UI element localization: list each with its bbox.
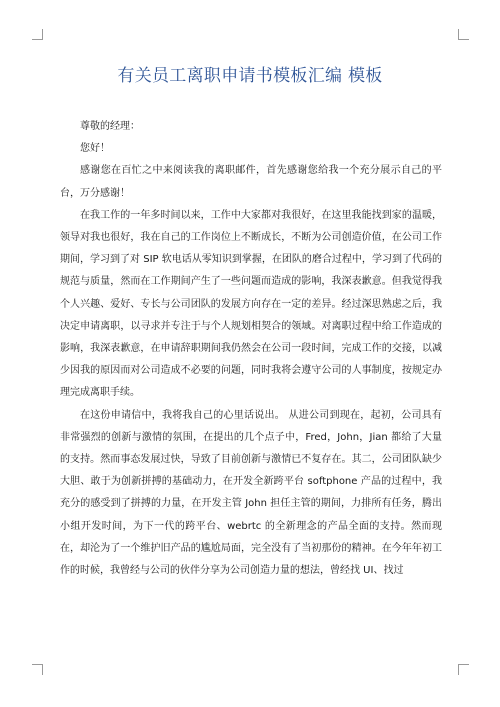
crop-mark-top-left [32, 29, 43, 40]
greeting: 您好！ [80, 143, 110, 155]
paragraph-reasons: 在这份申请信中，我将我自己的心里话说出。 从进公司到现在，起初，公司具有非常强烈的创新与激情的氛围，在提出的几个点子中，Fred，John，Jian 都给了大量的支持。然而事态发展过快，导致了目前创新与激情已不复存在。其二，公司团队缺少大胆、敢于为创新拼搏的基础动力，在开发全新跨平台 softphone 产品的过程中，我充分的感受到了拼搏的力量，在开发主管 John 担任主管的期间，力排所有任务，腾出小组开发时间，为下一代的跨平台、webrtc 的全新理念的产品全面的支持。然而现在，却沦为了一个维护旧产品的尴尬局面，完全没有了当初那份的精神。在今年年初工作的时候，我曾经与公司的伙伴分享为公司创造力量的想法，曾经找 UI、找过 [60, 409, 442, 577]
crop-mark-top-right [458, 29, 469, 40]
paragraph-thanks: 感谢您在百忙之中来阅读我的离职邮件，首先感谢您给我一个充分展示自己的平台，万分感谢！ [60, 165, 442, 199]
salutation: 尊敬的经理： [80, 121, 140, 132]
document-title: 有关员工离职申请书模板汇编 模板 [117, 66, 383, 86]
document-body [60, 116, 442, 582]
paragraph-work-experience: 在我工作的一年多时间以来，工作中大家都对我很好，在这里我能找到家的温暖，领导对我也很好，我在自己的工作岗位上不断成长，不断为公司创造价值，在公司工作期间，学习到了对 SIP 软电话从零知识到掌握，在团队的磨合过程中，学习到了代码的规范与质量，然而在工作期间产生了一些问题而造成的影响，我深表歉意。但我觉得我个人兴趣、爱好、专长与公司团队的发展方向存在一定的差异。经过深思熟虑之后，我决定申请离职，以寻求并专注于与个人规划相契合的领域。对离职过程中给工作造成的影响，我深表歉意，在申请辞职期间我仍然会在公司一段时间，完成工作的交接，以减少因我的原因而对公司造成不必要的问题，同时我将会遵守公司的人事制度，按规定办理完成离职手续。 [60, 209, 442, 399]
crop-mark-bottom-left [32, 664, 43, 675]
crop-mark-bottom-right [458, 664, 469, 675]
